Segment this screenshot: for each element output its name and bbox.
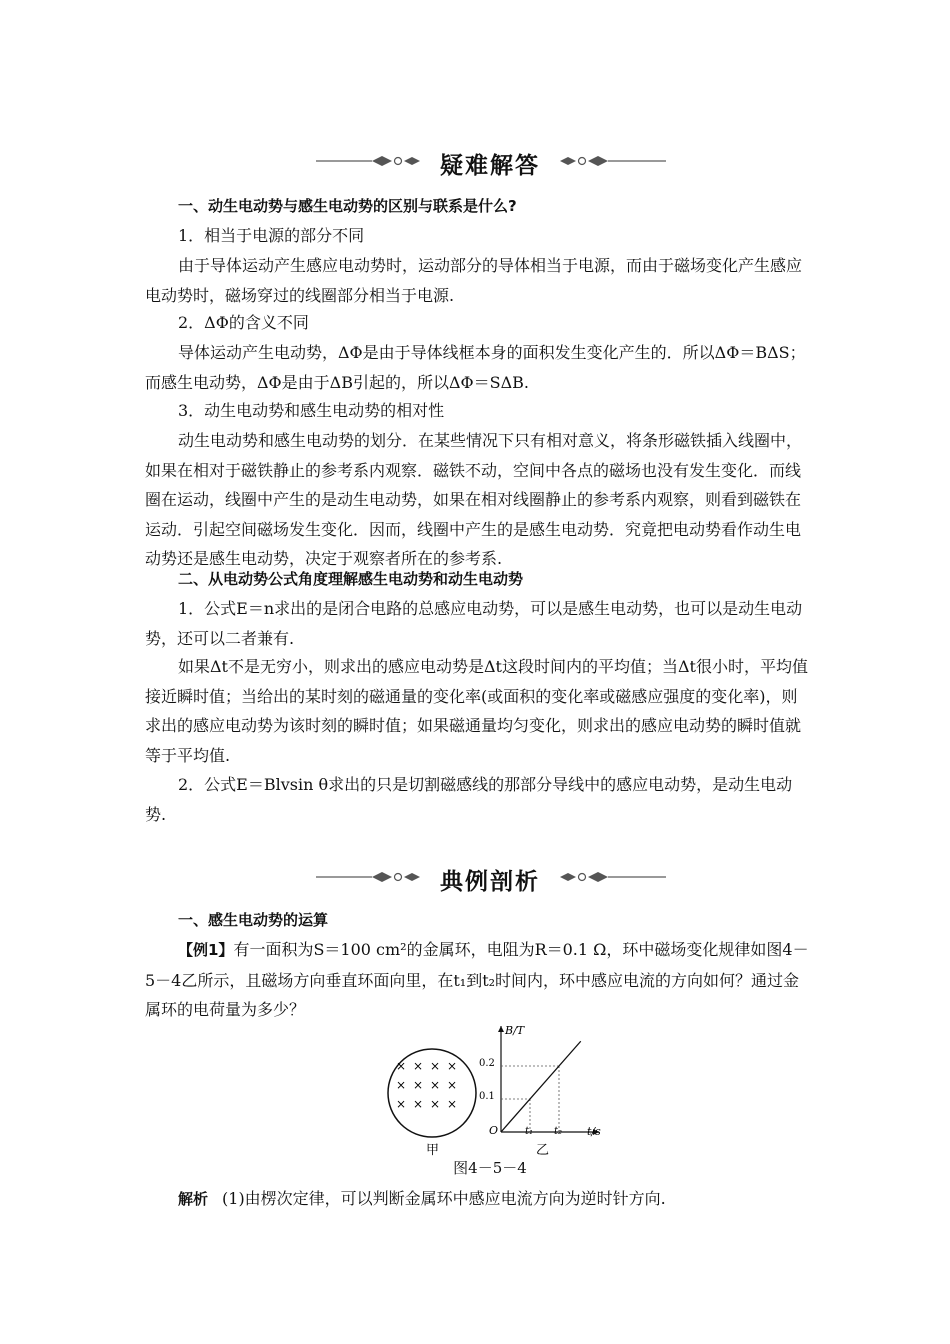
banner-title: 疑难解答: [440, 153, 540, 179]
y-axis-label: B/T: [505, 1024, 525, 1037]
x-tick-t1: t₁: [525, 1126, 534, 1137]
point-1-body: 由于导体运动产生感应电动势时，运动部分的导体相当于电源，而由于磁场变化产生感应电动势时，磁场穿过的线圈部分相当于电源.: [145, 256, 803, 305]
formula-2-body: 2．公式E＝Blvsin θ求出的只是切割磁感线的那部分导线中的感应电动势，是动生电动势.: [145, 775, 793, 824]
example-body: 有一面积为S＝100 cm²的金属环，电阻为R＝0.1 Ω，环中磁场变化规律如图4－5－4乙所示，且磁场方向垂直环面向里，在t₁到t₂时间内，环中感应电流的方向如何？通过金属环的电荷量为多少？: [145, 940, 809, 1019]
cross-0-3: ×: [447, 1059, 458, 1073]
cross-2-1: ×: [413, 1097, 424, 1111]
figure-caption: 图4－5－4: [453, 1159, 527, 1177]
cross-0-0: ×: [396, 1059, 407, 1073]
point-2-body: 导体运动产生电动势，ΔΦ是由于导体线框本身的面积发生变化产生的．所以ΔΦ＝BΔS；而感生电动势，ΔΦ是由于ΔB引起的，所以ΔΦ＝SΔB.: [145, 343, 806, 392]
section-heading-2: 二、从电动势公式角度理解感生电动势和动生电动势: [178, 570, 524, 588]
point-1-title: 1．相当于电源的部分不同: [178, 226, 365, 245]
b-t-line: [501, 1041, 581, 1132]
example-1: [145, 935, 810, 1025]
y-tick-0.1: 0.1: [479, 1091, 495, 1102]
point-3-title: 3．动生电动势和感生电动势的相对性: [178, 401, 445, 420]
cross-1-0: ×: [396, 1078, 407, 1092]
point-2-title: 2．ΔΦ的含义不同: [178, 313, 309, 332]
answer: [178, 1184, 843, 1215]
point-3-body: 动生电动势和感生电动势的划分．在某些情况下只有相对意义，将条形磁铁插入线圈中，如果在相对于磁铁静止的参考系内观察．磁铁不动，空间中各点的磁场也没有发生变化．而线圈在运动，线圈中产生的是动生电动势，如果在相对线圈静止的参考系内观察，则看到磁铁在运动．引起空间磁场发生变化．因而，线圈中产生的是感生电动势．究竟把电动势看作动生电动势还是感生电动势，决定于观察者所在的参考系.: [145, 431, 803, 568]
cross-0-2: ×: [430, 1059, 441, 1073]
answer-body: (1)由楞次定律，可以判断金属环中感应电流方向为逆时针方向.: [222, 1189, 666, 1208]
cross-0-1: ×: [413, 1059, 424, 1073]
y-tick-0.2: 0.2: [479, 1058, 495, 1069]
cross-1-3: ×: [447, 1078, 458, 1092]
section-banner-difficulties: [300, 143, 680, 179]
cross-2-0: ×: [396, 1097, 407, 1111]
label-yi: 乙: [536, 1143, 550, 1158]
answer-label: 解析: [178, 1190, 209, 1208]
x-axis-label: t/s: [587, 1125, 601, 1138]
cross-2-2: ×: [430, 1097, 441, 1111]
section-banner-examples: [300, 859, 680, 895]
section-heading-3: 一、感生电动势的运算: [178, 911, 329, 929]
section-heading-1: 一、动生电动势与感生电动势的区别与联系是什么?: [178, 197, 517, 215]
magnetic-field-crosses: [396, 1059, 457, 1111]
x-tick-t2: t₂: [554, 1126, 563, 1137]
cross-1-1: ×: [413, 1078, 424, 1092]
origin-label: O: [489, 1124, 499, 1137]
graph-marks: [501, 1041, 581, 1132]
example-label: 【例1】: [178, 941, 234, 959]
banner-title: 典例剖析: [440, 869, 540, 895]
label-jia: 甲: [426, 1143, 440, 1158]
formula-1-body: 1．公式E＝n求出的是闭合电路的总感应电动势，可以是感生电动势，也可以是动生电动势，还可以二者兼有.: [145, 599, 803, 648]
formula-1-extra: 如果Δt不是无穷小，则求出的感应电动势是Δt这段时间内的平均值；当Δt很小时，平均值接近瞬时值；当给出的某时刻的磁通量的变化率(或面积的变化率或磁感应强度的变化率)，则求出的感应电动势为该时刻的瞬时值；如果磁通量均匀变化，则求出的感应电动势的瞬时值就等于平均值.: [145, 657, 808, 765]
cross-2-3: ×: [447, 1097, 458, 1111]
cross-1-2: ×: [430, 1078, 441, 1092]
